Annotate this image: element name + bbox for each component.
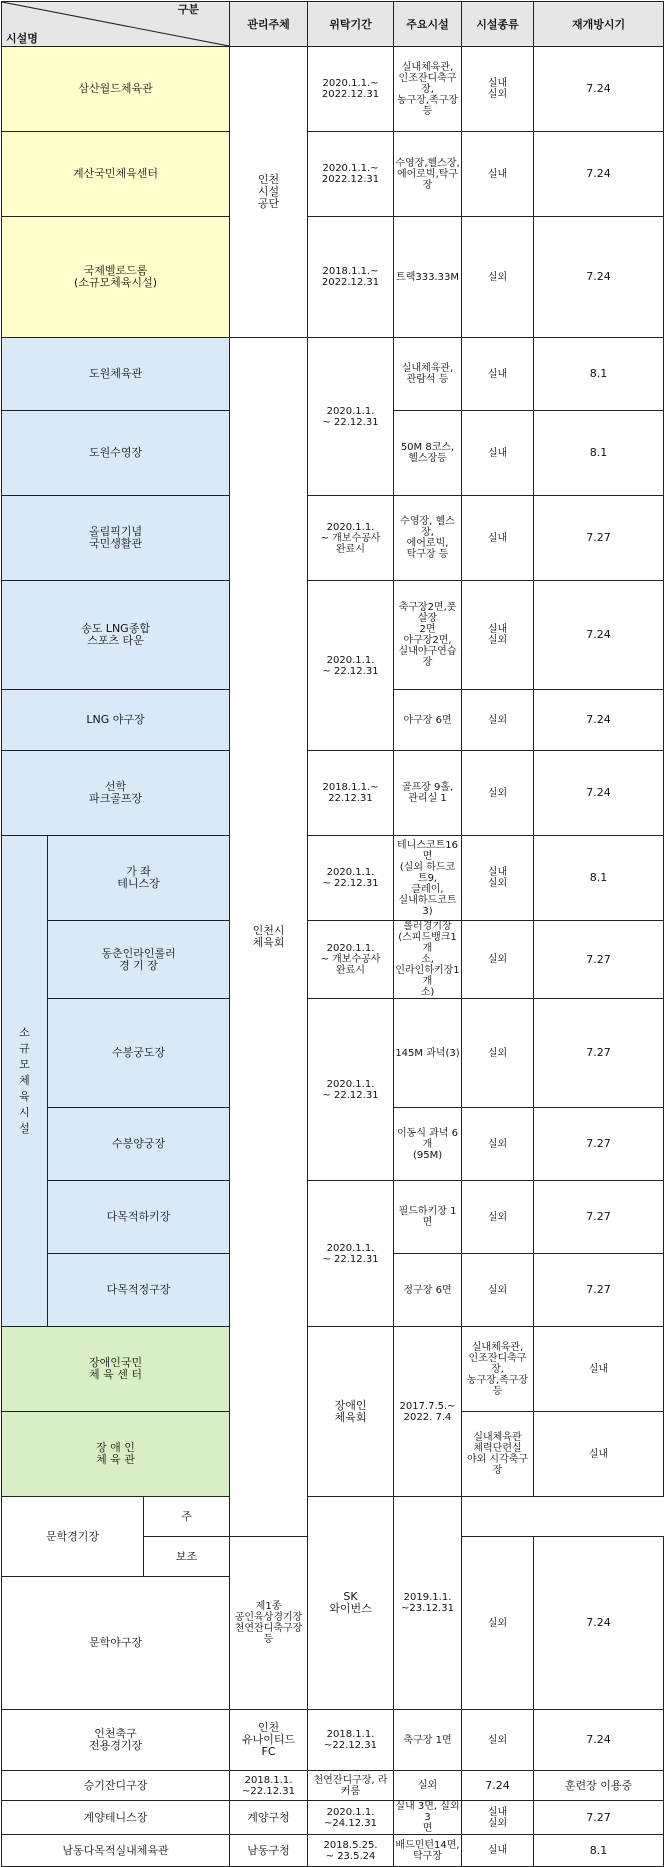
r21-period: 2018.1.1. ~22.12.31 bbox=[230, 1771, 308, 1801]
header-row bbox=[2, 2, 664, 47]
r10-facilities: 테니스코트16면 (실외 하드코트9, 클레이, 실내하드코트 3) bbox=[394, 836, 462, 921]
header-main-facilities: 주요시설 bbox=[394, 2, 462, 47]
r9-reopen: 7.24 bbox=[534, 751, 664, 836]
header-facility-type: 시설종류 bbox=[462, 2, 534, 47]
r20-reopen: 7.24 bbox=[534, 1710, 664, 1771]
r21-type: 실외 bbox=[394, 1771, 462, 1801]
r20-name: 인천축구 전용경기장 bbox=[2, 1710, 230, 1771]
header-reopen: 재개방시기 bbox=[534, 2, 664, 47]
r16-type: 실내 bbox=[534, 1327, 664, 1412]
r20-facilities: 축구장 1면 bbox=[394, 1710, 462, 1771]
r17-facilities: 실내체육관 체력단련실 야외 시각축구장 bbox=[462, 1412, 534, 1497]
operator-institute: 인천 시설 공단 bbox=[230, 47, 308, 338]
r18-sub-aux: 보조 bbox=[144, 1537, 230, 1577]
table-row bbox=[2, 921, 664, 999]
header-gubun: 구분 bbox=[177, 3, 200, 16]
r18-reopen: 7.24 bbox=[534, 1537, 664, 1710]
r3-name: 국제벨로드롬 (소규모체육시설) bbox=[2, 217, 230, 338]
table-row bbox=[2, 1801, 664, 1835]
r21-reopen: 7.24 bbox=[462, 1771, 534, 1801]
r13-name: 수봉양궁장 bbox=[48, 1108, 230, 1181]
r23-period: 2018.5.25. ~ 23.5.24 bbox=[308, 1835, 394, 1867]
small-group-char: 설 bbox=[19, 1122, 30, 1135]
small-group-char: 체 bbox=[19, 1074, 30, 1087]
facility-table-container bbox=[1, 1, 665, 1862]
r11-facilities: 롤러경기장 (스피드뱅크1개 소, 인라인하키장1개 소) bbox=[395, 921, 460, 998]
r7-reopen: 7.24 bbox=[534, 581, 664, 690]
r3-type: 실외 bbox=[462, 217, 534, 338]
r22-reopen: 7.27 bbox=[534, 1801, 664, 1835]
r19-name: 문학야구장 bbox=[2, 1577, 230, 1710]
r6-name: 올림픽기념 국민생활관 bbox=[2, 496, 230, 581]
r5-type: 실내 bbox=[462, 411, 534, 496]
facility-table bbox=[1, 1, 664, 1867]
r12-period: 2020.1.1. ~ 22.12.31 bbox=[308, 999, 394, 1181]
r11-reopen: 7.27 bbox=[534, 921, 664, 999]
r6-facilities: 수영장, 헬스장, 에어로빅, 탁구장 등 bbox=[394, 496, 462, 581]
small-group-char: 모 bbox=[19, 1058, 30, 1071]
r1-name: 삼산월드체육관 bbox=[2, 47, 230, 132]
r4-name: 도원체육관 bbox=[2, 338, 230, 411]
r2-name: 계산국민체육센터 bbox=[2, 132, 230, 217]
r14-facilities: 필드하키장 1면 bbox=[394, 1181, 462, 1254]
r20-period: 2018.1.1. ~22.12.31 bbox=[308, 1710, 394, 1771]
r21-name: 승기잔디구장 bbox=[2, 1771, 230, 1801]
r22-type: 실내 실외 bbox=[462, 1801, 534, 1835]
r18-facilities: 제1종 공인육상경기장 천연잔디축구장 등 bbox=[230, 1537, 308, 1710]
r1-reopen: 7.24 bbox=[534, 47, 664, 132]
table-row bbox=[2, 836, 664, 921]
r16-facilities: 실내체육관, 인조잔디축구장, 농구장,족구장 등 bbox=[462, 1327, 534, 1412]
table-row bbox=[2, 132, 664, 217]
r13-reopen: 7.27 bbox=[534, 1108, 664, 1181]
r10-type: 실내 실외 bbox=[462, 836, 534, 921]
r18-type: 실외 bbox=[462, 1537, 534, 1710]
r4-facilities: 실내체육관, 관람석 등 bbox=[394, 338, 462, 411]
r20-type: 실외 bbox=[462, 1710, 534, 1771]
header-operator: 관리주체 bbox=[230, 2, 308, 47]
header-facility-name: 시설명 bbox=[6, 32, 38, 45]
r12-name: 수봉궁도장 bbox=[48, 999, 230, 1108]
r15-type: 실외 bbox=[462, 1254, 534, 1327]
r22-operator: 계양구청 bbox=[230, 1801, 308, 1835]
r3-facilities: 트랙333.33M bbox=[394, 217, 462, 338]
r16-name: 장애인국민 체 육 센 터 bbox=[2, 1327, 230, 1412]
r7-facilities: 축구장2면,풋살장 2면 야구장2면, 실내야구연습장 bbox=[394, 581, 462, 690]
r18-period: 2019.1.1. ~23.12.31 bbox=[394, 1497, 462, 1710]
r16-period: 2017.7.5.~ 2022. 7.4 bbox=[394, 1327, 462, 1497]
r9-facilities: 골프장 9홀, 관리실 1 bbox=[394, 751, 462, 836]
r21-note: 훈련장 이용중 bbox=[534, 1771, 664, 1801]
small-group-char: 소 bbox=[19, 1026, 30, 1039]
table-row bbox=[2, 1835, 664, 1867]
small-group-char: 시 bbox=[19, 1106, 30, 1119]
r8-reopen: 7.24 bbox=[534, 690, 664, 751]
r15-name: 다목적정구장 bbox=[48, 1254, 230, 1327]
r23-operator: 남동구청 bbox=[230, 1835, 308, 1867]
operator-sk-wyverns: SK 와이번스 bbox=[308, 1497, 394, 1710]
r22-period: 2020.1.1. ~24.12.31 bbox=[308, 1801, 394, 1835]
r6-period: 2020.1.1. ~ 개보수공사 완료시 bbox=[308, 496, 394, 581]
r18-sub-main: 주 bbox=[144, 1497, 230, 1537]
r3-reopen: 7.24 bbox=[534, 217, 664, 338]
r7-period: 2020.1.1. ~ 22.12.31 bbox=[308, 581, 394, 751]
table-row bbox=[2, 1181, 664, 1254]
r15-reopen: 7.27 bbox=[534, 1254, 664, 1327]
r7-name: 송도 LNG종합 스포츠 타운 bbox=[2, 581, 230, 690]
small-group-char: 규 bbox=[19, 1042, 30, 1055]
r4-reopen: 8.1 bbox=[534, 338, 664, 411]
r14-type: 실외 bbox=[462, 1181, 534, 1254]
r12-type: 실외 bbox=[462, 999, 534, 1108]
r22-name: 계양테니스장 bbox=[2, 1801, 230, 1835]
operator-sports-council: 인천시 체육회 bbox=[230, 338, 308, 1537]
r18-name: 문학경기장 bbox=[2, 1497, 144, 1577]
r14-name: 다목적하키장 bbox=[48, 1181, 230, 1254]
r10-reopen: 8.1 bbox=[534, 836, 664, 921]
r5-reopen: 8.1 bbox=[534, 411, 664, 496]
r3-period: 2018.1.1.~ 2022.12.31 bbox=[308, 217, 394, 338]
r2-reopen: 7.24 bbox=[534, 132, 664, 217]
r9-period: 2018.1.1.~ 22.12.31 bbox=[308, 751, 394, 836]
r6-reopen: 7.27 bbox=[534, 496, 664, 581]
r14-period: 2020.1.1. ~ 22.12.31 bbox=[308, 1181, 394, 1327]
table-row bbox=[2, 217, 664, 338]
r17-name: 장 애 인 체 육 관 bbox=[2, 1412, 230, 1497]
table-row bbox=[2, 751, 664, 836]
r9-type: 실외 bbox=[462, 751, 534, 836]
r1-type: 실내 실외 bbox=[462, 47, 534, 132]
table-row bbox=[2, 581, 664, 690]
table-row bbox=[2, 999, 664, 1108]
r23-reopen: 8.1 bbox=[534, 1835, 664, 1867]
r23-name: 남동다목적실내체육관 bbox=[2, 1835, 230, 1867]
operator-disabled-council: 장애인 체육회 bbox=[308, 1327, 394, 1497]
header-period: 위탁기간 bbox=[308, 2, 394, 47]
r9-name: 선학 파크골프장 bbox=[2, 751, 230, 836]
r6-type: 실내 bbox=[462, 496, 534, 581]
r15-facilities: 정구장 6면 bbox=[394, 1254, 462, 1327]
r1-period: 2020.1.1.~ 2022.12.31 bbox=[308, 47, 394, 132]
small-facility-group bbox=[2, 836, 48, 1327]
r2-period: 2020.1.1.~ 2022.12.31 bbox=[308, 132, 394, 217]
r11-type: 실외 bbox=[462, 921, 534, 999]
r20-operator: 인천 유나이티드 FC bbox=[230, 1710, 308, 1771]
r10-name: 가 좌 테니스장 bbox=[48, 836, 230, 921]
r7-type: 실내 실외 bbox=[462, 581, 534, 690]
r23-facilities: 배드민턴14면, 탁구장 bbox=[394, 1835, 462, 1867]
r5-name: 도원수영장 bbox=[2, 411, 230, 496]
table-row bbox=[2, 1327, 664, 1412]
table-row bbox=[2, 47, 664, 132]
r23-type: 실내 bbox=[462, 1835, 534, 1867]
table-row bbox=[2, 1710, 664, 1771]
r12-facilities: 145M 과녁(3) bbox=[394, 999, 462, 1108]
r4-period: 2020.1.1. ~ 22.12.31 bbox=[308, 338, 394, 496]
r1-facilities: 실내체육관, 인조잔디축구장, 농구장,족구장 등 bbox=[394, 47, 462, 132]
r13-type: 실외 bbox=[462, 1108, 534, 1181]
r2-type: 실내 bbox=[462, 132, 534, 217]
r5-facilities: 50M 8코스, 헬스장등 bbox=[394, 411, 462, 496]
r21-facilities: 천연잔디구장, 라 커룸 bbox=[308, 1771, 394, 1801]
table-row bbox=[2, 496, 664, 581]
table-row bbox=[2, 1497, 664, 1537]
table-row bbox=[2, 338, 664, 411]
r10-period: 2020.1.1. ~ 22.12.31 bbox=[308, 836, 394, 921]
header-gubun-cell bbox=[2, 2, 230, 47]
r12-reopen: 7.27 bbox=[534, 999, 664, 1108]
r2-facilities: 수영장,헬스장, 에어로빅,탁구장 bbox=[394, 132, 462, 217]
r8-facilities: 야구장 6면 bbox=[394, 690, 462, 751]
r13-facilities: 이동식 과녁 6개 (95M) bbox=[394, 1108, 462, 1181]
r8-type: 실외 bbox=[462, 690, 534, 751]
table-row bbox=[2, 1771, 664, 1801]
r11-name: 동춘인라인롤러 경 기 장 bbox=[48, 921, 230, 999]
r4-type: 실내 bbox=[462, 338, 534, 411]
r8-name: LNG 야구장 bbox=[2, 690, 230, 751]
r17-type: 실내 bbox=[534, 1412, 664, 1497]
r11-period: 2020.1.1. ~ 개보수공사 완료시 bbox=[308, 921, 394, 999]
r22-facilities: 실내 3면, 실외 3 면 bbox=[395, 1801, 460, 1834]
small-group-char: 육 bbox=[19, 1090, 30, 1103]
r14-reopen: 7.27 bbox=[534, 1181, 664, 1254]
